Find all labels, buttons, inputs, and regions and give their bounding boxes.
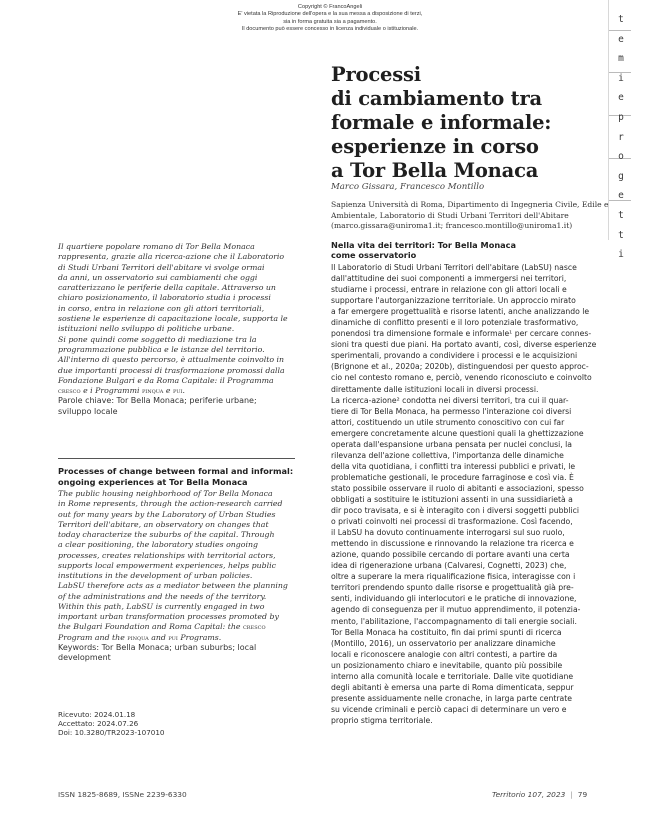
- body-line: La ricerca-azione² condotta nei diversi territori, tra cui il quar-: [331, 395, 569, 405]
- abstract-it-line: istituzioni nello sviluppo di politiche urbane.: [58, 324, 235, 334]
- title-line: Processi: [331, 63, 421, 86]
- section-tag-letter: g: [618, 170, 624, 182]
- body-line: ponendosi tra dimensione formale e informale¹ per cercare connes-: [331, 329, 592, 339]
- program-name: pui: [173, 386, 183, 396]
- section-tag-letters: [615, 14, 627, 260]
- section-tag-letter: i: [618, 249, 624, 261]
- page-number: 79: [577, 790, 588, 799]
- abstract-it-line: chiaro posizionamento, il laboratorio studia i processi: [58, 293, 271, 303]
- copyright-line: sia in forma gratuita sia a pagamento.: [283, 18, 377, 25]
- body-line: su vicende criminali e perciò capaci di determinare un vero e: [331, 704, 567, 714]
- abstract-text: e i Programmi: [80, 386, 142, 396]
- body-line: operata dall'espansione urbana pensata per nuclei conclusi, la: [331, 439, 572, 449]
- body-line: supportare l'autorganizzazione territoriale. Un approccio mirato: [331, 296, 576, 306]
- title-line: di cambiamento tra: [331, 87, 542, 110]
- abstract-italian: [58, 242, 303, 417]
- body-line: emergere concretamente alcune questioni quali la ghettizzazione: [331, 428, 584, 438]
- english-title-line: Processes of change between formal and informal:: [58, 466, 294, 476]
- body-line: proprio stigma territoriale.: [331, 715, 433, 725]
- abstract-en-lines: [58, 489, 303, 633]
- program-name: cresco: [58, 386, 81, 396]
- body-line: (Montillo, 2016), un osservatorio per analizzare dinamiche: [331, 638, 556, 648]
- footer-separator: |: [570, 790, 573, 799]
- body-line: della vita quotidiana, i conflitti tra interessi pubblici e privati, le: [331, 461, 576, 471]
- body-line: tiere di Tor Bella Monaca, ha permesso l'interazione coi diversi: [331, 406, 572, 416]
- keywords-en: Keywords: Tor Bella Monaca; urban suburbs; local: [58, 642, 257, 652]
- body-line: Tor Bella Monaca ha costituito, fin dai primi spunti di ricerca: [331, 627, 562, 637]
- body-line: dinamiche di conflitto presenti e il loro potenziale trasformativo,: [331, 318, 579, 328]
- body-line: stato possibile osservare il ruolo di abitanti e associazioni, spesso: [331, 483, 584, 493]
- body-line: interno alla comunità locale e territoriale. Dalle vite quotidiane: [331, 671, 574, 681]
- copyright-notice: [150, 4, 510, 34]
- body-text: [331, 262, 607, 726]
- body-line: territori prendendo spunto dalle risorse e progettualità già pre-: [331, 583, 574, 593]
- abstract-it-line: Si pone quindi come soggetto di mediazione tra la: [58, 334, 257, 344]
- section-tag-letter: e: [618, 190, 624, 202]
- body-line: sioni tra questi due piani. Ha portato avanti, così, diverse esperienze: [331, 340, 597, 350]
- copyright-line: Il documento può essere concesso in licenza individuale o istituzionale.: [241, 26, 419, 33]
- keywords-it: sviluppo locale: [58, 406, 118, 416]
- section-tag-letter: p: [618, 111, 624, 123]
- program-name: cresco: [242, 622, 266, 632]
- body-line: mettendo in discussione e rinnovando la relazione tra ricerca e: [331, 539, 574, 549]
- section-tag-letter: t: [618, 229, 624, 241]
- body-line: studiarne i processi, entrare in relazione con gli attori locali e: [331, 285, 567, 295]
- abstract-text: .: [182, 386, 185, 396]
- program-name: pui: [168, 632, 178, 642]
- abstract-en-line: institutions in the development of urban policies.: [58, 571, 253, 580]
- section-tag-letter: t: [618, 209, 624, 221]
- section-tag-letter: m: [618, 53, 624, 65]
- title-line: esperienze in corso: [331, 135, 539, 158]
- abstract-en-line: supports local empowerment experiences, helps public: [58, 560, 276, 570]
- body-line: direttamente dalle istituzioni locali in diversi processi.: [331, 384, 539, 394]
- journal-footer: [492, 790, 587, 799]
- abstract-text: Programs.: [177, 632, 222, 642]
- body-line: o privati coinvolti nei processi di trasformazione. Così facendo,: [331, 517, 573, 527]
- article-title: [331, 63, 601, 183]
- affiliation-line: (marco.gissara@uniroma1.it; francesco.montillo@uniroma1.it): [331, 221, 573, 231]
- title-line: a Tor Bella Monaca: [331, 159, 539, 182]
- abstract-it-line: sostiene le esperienze di capacitazione locale, supporta le: [58, 314, 288, 324]
- section-heading-line: come osservatorio: [331, 250, 417, 261]
- body-line: idea di rigenerazione urbana (Calvaresi, Cognetti, 2023) che,: [331, 561, 567, 571]
- abstract-it-lines: [58, 242, 303, 386]
- abstract-text: Program and the: [58, 632, 128, 642]
- body-line: degli abitanti è emersa una parte di Roma dimenticata, seppur: [331, 682, 574, 692]
- section-tag-letter: e: [618, 33, 624, 45]
- abstract-en-line: processes, creates relationships with territorial actors,: [58, 550, 276, 560]
- abstract-en-line: [58, 633, 303, 643]
- section-divider: [58, 458, 295, 459]
- program-name: pinqua: [141, 386, 164, 396]
- title-line: formale e informale:: [331, 111, 552, 134]
- abstract-en-line: important urban transformation processes promoted by: [58, 612, 279, 621]
- body-line: oltre a superare la mera riqualificazione fisica, interagisse con i: [331, 572, 576, 582]
- body-line: sperimentali, provando a condividere i processi e le acquisizioni: [331, 351, 578, 361]
- abstract-it-line: due importanti processi di trasformazione promossi dalla: [58, 365, 285, 375]
- section-tag-letter: i: [618, 72, 624, 84]
- affiliation-line: Sapienza Università di Roma, Dipartimento di Ingegneria Civile, Edile e: [331, 200, 609, 209]
- abstract-en-line: out for many years by the Laboratory of Urban Studies: [58, 509, 276, 519]
- abstract-en-line: LabSU therefore acts as a mediator between the planning: [58, 581, 288, 591]
- abstract-en-line: a clear positioning, the laboratory studies ongoing: [58, 540, 258, 550]
- abstract-it-line: programmazione pubblica e le istanze del territorio.: [58, 344, 265, 354]
- abstract-text: and: [148, 632, 169, 642]
- abstract-en-line: of the administrations and the needs of the territory.: [58, 591, 267, 601]
- body-line: mento, l'abilitazione, l'accompagnamento di tali energie sociali.: [331, 616, 577, 626]
- body-line: dir poco travisata, e si è interagito con i diversi soggetti pubblici: [331, 506, 580, 516]
- body-line: problematiche gestionali, le procedure farraginose e così via. È: [331, 472, 574, 482]
- received-date: Ricevuto: 2024.01.18: [58, 710, 136, 719]
- affiliation: [331, 200, 609, 232]
- abstract-text: the Bulgari Foundation and Roma Capital: the: [58, 622, 241, 632]
- section-tag-letter: o: [618, 151, 624, 163]
- body-line: senti, individuando gli interlocutori e le pratiche di innovazione,: [331, 594, 577, 604]
- authors: Marco Gissara, Francesco Montillo: [331, 182, 485, 192]
- abstract-it-line: rappresenta, grazie alla ricerca-azione che il Laboratorio: [58, 252, 285, 262]
- journal-name: Territorio 107, 2023: [492, 790, 566, 799]
- doi: Doi: 10.3280/TR2023-107010: [58, 727, 165, 737]
- body-line: un posizionamento chiaro e inevitabile, quanto più possibile: [331, 660, 563, 670]
- abstract-en-line: today characterize the suburbs of the capital. Through: [58, 530, 275, 539]
- article-dates: [58, 711, 165, 738]
- abstract-en-line: Within this path, LabSU is currently engaged in two: [58, 601, 265, 611]
- body-line: presente assiduamente nelle cronache, in larga parte centrate: [331, 693, 573, 703]
- issn: ISSN 1825-8689, ISSNe 2239-6330: [58, 790, 187, 799]
- copyright-line: Copyright © FrancoAngeli: [297, 4, 363, 10]
- body-line: locali e riconoscere analogie con altri contesti, a partire da: [331, 649, 558, 659]
- abstract-it-line: da anni, un osservatorio sui cambiamenti che oggi: [58, 272, 258, 282]
- section-heading: [331, 240, 516, 260]
- section-tag-temi-e-progetti: [608, 0, 650, 261]
- section-heading-line: Nella vita dei territori: Tor Bella Monaca: [331, 240, 517, 250]
- abstract-it-line: Fondazione Bulgari e da Roma Capitale: il Programma: [58, 375, 274, 385]
- abstract-en-line: Territori dell'abitare, an observatory on changes that: [58, 519, 269, 529]
- abstract-it-line: di Studi Urbani Territori dell'abitare vi svolge ormai: [58, 262, 265, 272]
- program-name: pinqua: [127, 632, 149, 642]
- abstract-it-line: in corso, entra in relazione con gli attori territoriali,: [58, 303, 265, 313]
- section-tag-letter: r: [618, 131, 624, 143]
- body-line: attori, costituendo un utile strumento conoscitivo con cui far: [331, 417, 565, 427]
- copyright-line: E' vietata la Riproduzione dell'opera e la sua messa a disposizione di terzi,: [237, 11, 423, 18]
- body-line: a far emergere progettualità e risorse latenti, anche analizzando le: [331, 307, 590, 317]
- abstract-en-line: [58, 622, 303, 632]
- body-line: cio nel contesto romano e, perciò, venendo riconosciuto e coinvolto: [331, 373, 592, 383]
- abstract-text: e: [163, 386, 173, 396]
- body-line: rilevanza dell'azione collettiva, l'importanza delle dinamiche: [331, 450, 564, 460]
- abstract-en-line: in Rome represents, through the action-research carried: [58, 499, 283, 509]
- english-title: [58, 466, 303, 487]
- body-line: il LabSU ha dovuto continuamente interrogarsi sul suo ruolo,: [331, 528, 565, 538]
- abstract-it-line: All'interno di questo percorso, è attualmente coinvolto in: [58, 355, 285, 365]
- abstract-it-line: Il quartiere popolare romano di Tor Bella Monaca: [58, 242, 255, 251]
- body-line: agendo di conseguenza per il mutuo apprendimento, il potenzia-: [331, 605, 581, 615]
- abstract-it-last-line: [58, 386, 303, 396]
- section-tag-letter: t: [618, 14, 624, 25]
- body-line: Il Laboratorio di Studi Urbani Territori dell'abitare (LabSU) nasce: [331, 263, 577, 272]
- accepted-date: Accettato: 2024.07.26: [58, 718, 139, 728]
- body-line: obbligati a sostituire le istituzioni assenti in una sussidiarietà a: [331, 494, 573, 504]
- body-line: (Brignone et al., 2020a; 2020b), distinguendosi per questo approc-: [331, 362, 589, 372]
- keywords-it: Parole chiave: Tor Bella Monaca; periferie urbane;: [58, 396, 257, 406]
- section-tag-letter: e: [618, 92, 624, 104]
- body-line: dall'attitudine dei suoi componenti a immergersi nei territori,: [331, 274, 567, 284]
- english-title-line: ongoing experiences at Tor Bella Monaca: [58, 476, 248, 487]
- abstract-english: [58, 489, 303, 663]
- body-line: azione, quando possibile cercando di portare avanti una certa: [331, 550, 570, 560]
- keywords-en: development: [58, 653, 111, 662]
- affiliation-line: Ambientale, Laboratorio di Studi Urbani Territori dell'Abitare: [331, 210, 569, 220]
- abstract-it-line: caratterizzano le periferie della capitale. Attraverso un: [58, 283, 276, 293]
- abstract-en-line: The public housing neighborhood of Tor Bella Monaca: [58, 489, 273, 498]
